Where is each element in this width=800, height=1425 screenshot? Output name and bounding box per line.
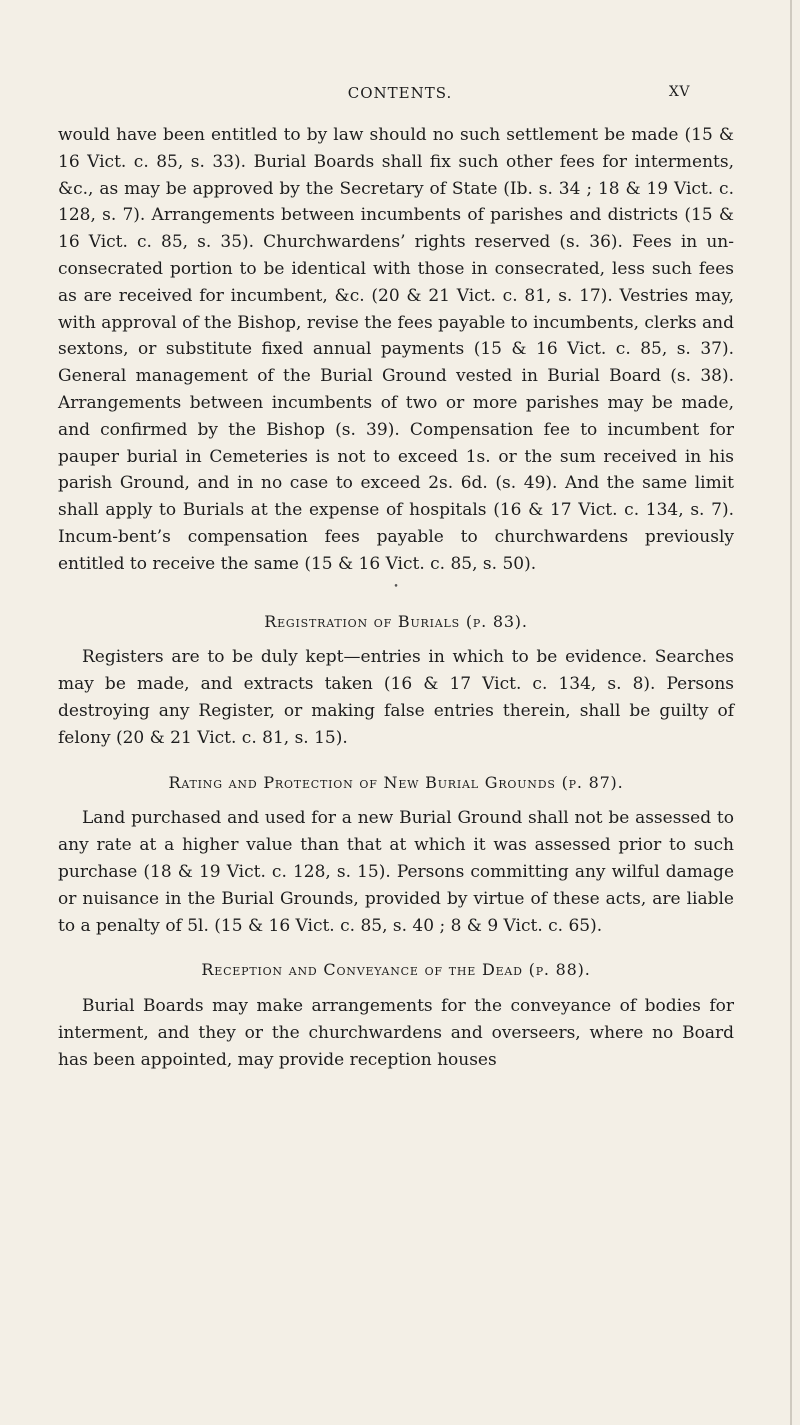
page-number: XV (668, 84, 690, 100)
intro-paragraph: would have been entitled to by law should no such settlement be made (15 & 16 Vict. c. 85, s. 33). Burial Boards shall fix such other fees for interments, &c., as may be approved by the Secretary of State (Ib. s. 34 ; 18 & 19 Vict. c. 128, s. 7). Arrangements between incumbents of parishes and districts (15 & 16 Vict. c. 85, s. 35). Churchwardens’ rights reserved (s. 36). Fees in un-consecrated portion to be identical with those in consecrated, less such fees as are received for incumbent, &c. (20 & 21 Vict. c. 81, s. 17). Vestries may, with approval of the Bishop, revise the fees payable to incumbents, clerks and sextons, or substitute fixed annual payments (15 & 16 Vict. c. 85, s. 37). General management of the Burial Ground vested in Burial Board (s. 38). Arrangements between incumbents of two or more parishes may be made, and confirmed by the Bishop (s. 39). Compensation fee to incumbent for pauper burial in Cemeteries is not to exceed 1s. or the sum received in his parish Ground, and in no case to exceed 2s. 6d. (s. 49). And the same limit shall apply to Burials at the expense of hospitals (16 & 17 Vict. c. 134, s. 7). Incum-bent’s compensation fees payable to churchwardens previously entitled to receive the same (15 & 16 Vict. c. 85, s. 50). (58, 125, 734, 574)
section-heading-registration: Registration of Burials (p. 83). (264, 611, 528, 631)
section-text-reception: Burial Boards may make arrangements for the conveyance of bodies for interment, and they or the churchwardens and overseers, where no Board has been appointed, may provide reception houses (58, 996, 734, 1070)
section-heading-rating: Rating and Protection of New Burial Grounds (p. 87). (168, 772, 624, 792)
running-head: CONTENTS. (347, 84, 453, 102)
section-text-rating: Land purchased and used for a new Burial Ground shall not be assessed to any rate at a higher value than that at which it was assessed prior to such purchase (18 & 19 Vict. c. 128, s. 15). Persons committing any wilful damage or nuisance in the Burial Grounds, provided by virtue of these acts, are liable to a penalty of 5l. (15 & 16 Vict. c. 85, s. 40 ; 8 & 9 Vict. c. 65). (58, 808, 734, 936)
page-header (0, 84, 800, 114)
bullet-mark: • (393, 581, 399, 592)
page-content (58, 122, 734, 1074)
section-text-registration: Registers are to be duly kept—entries in which to be evidence. Searches may be made, and extracts taken (16 & 17 Vict. c. 134, s. 8). Persons destroying any Register, or making false entries therein, shall be guilty of felony (20 & 21 Vict. c. 81, s. 15). (58, 647, 734, 748)
section-heading-reception: Reception and Conveyance of the Dead (p. 88). (201, 960, 591, 980)
